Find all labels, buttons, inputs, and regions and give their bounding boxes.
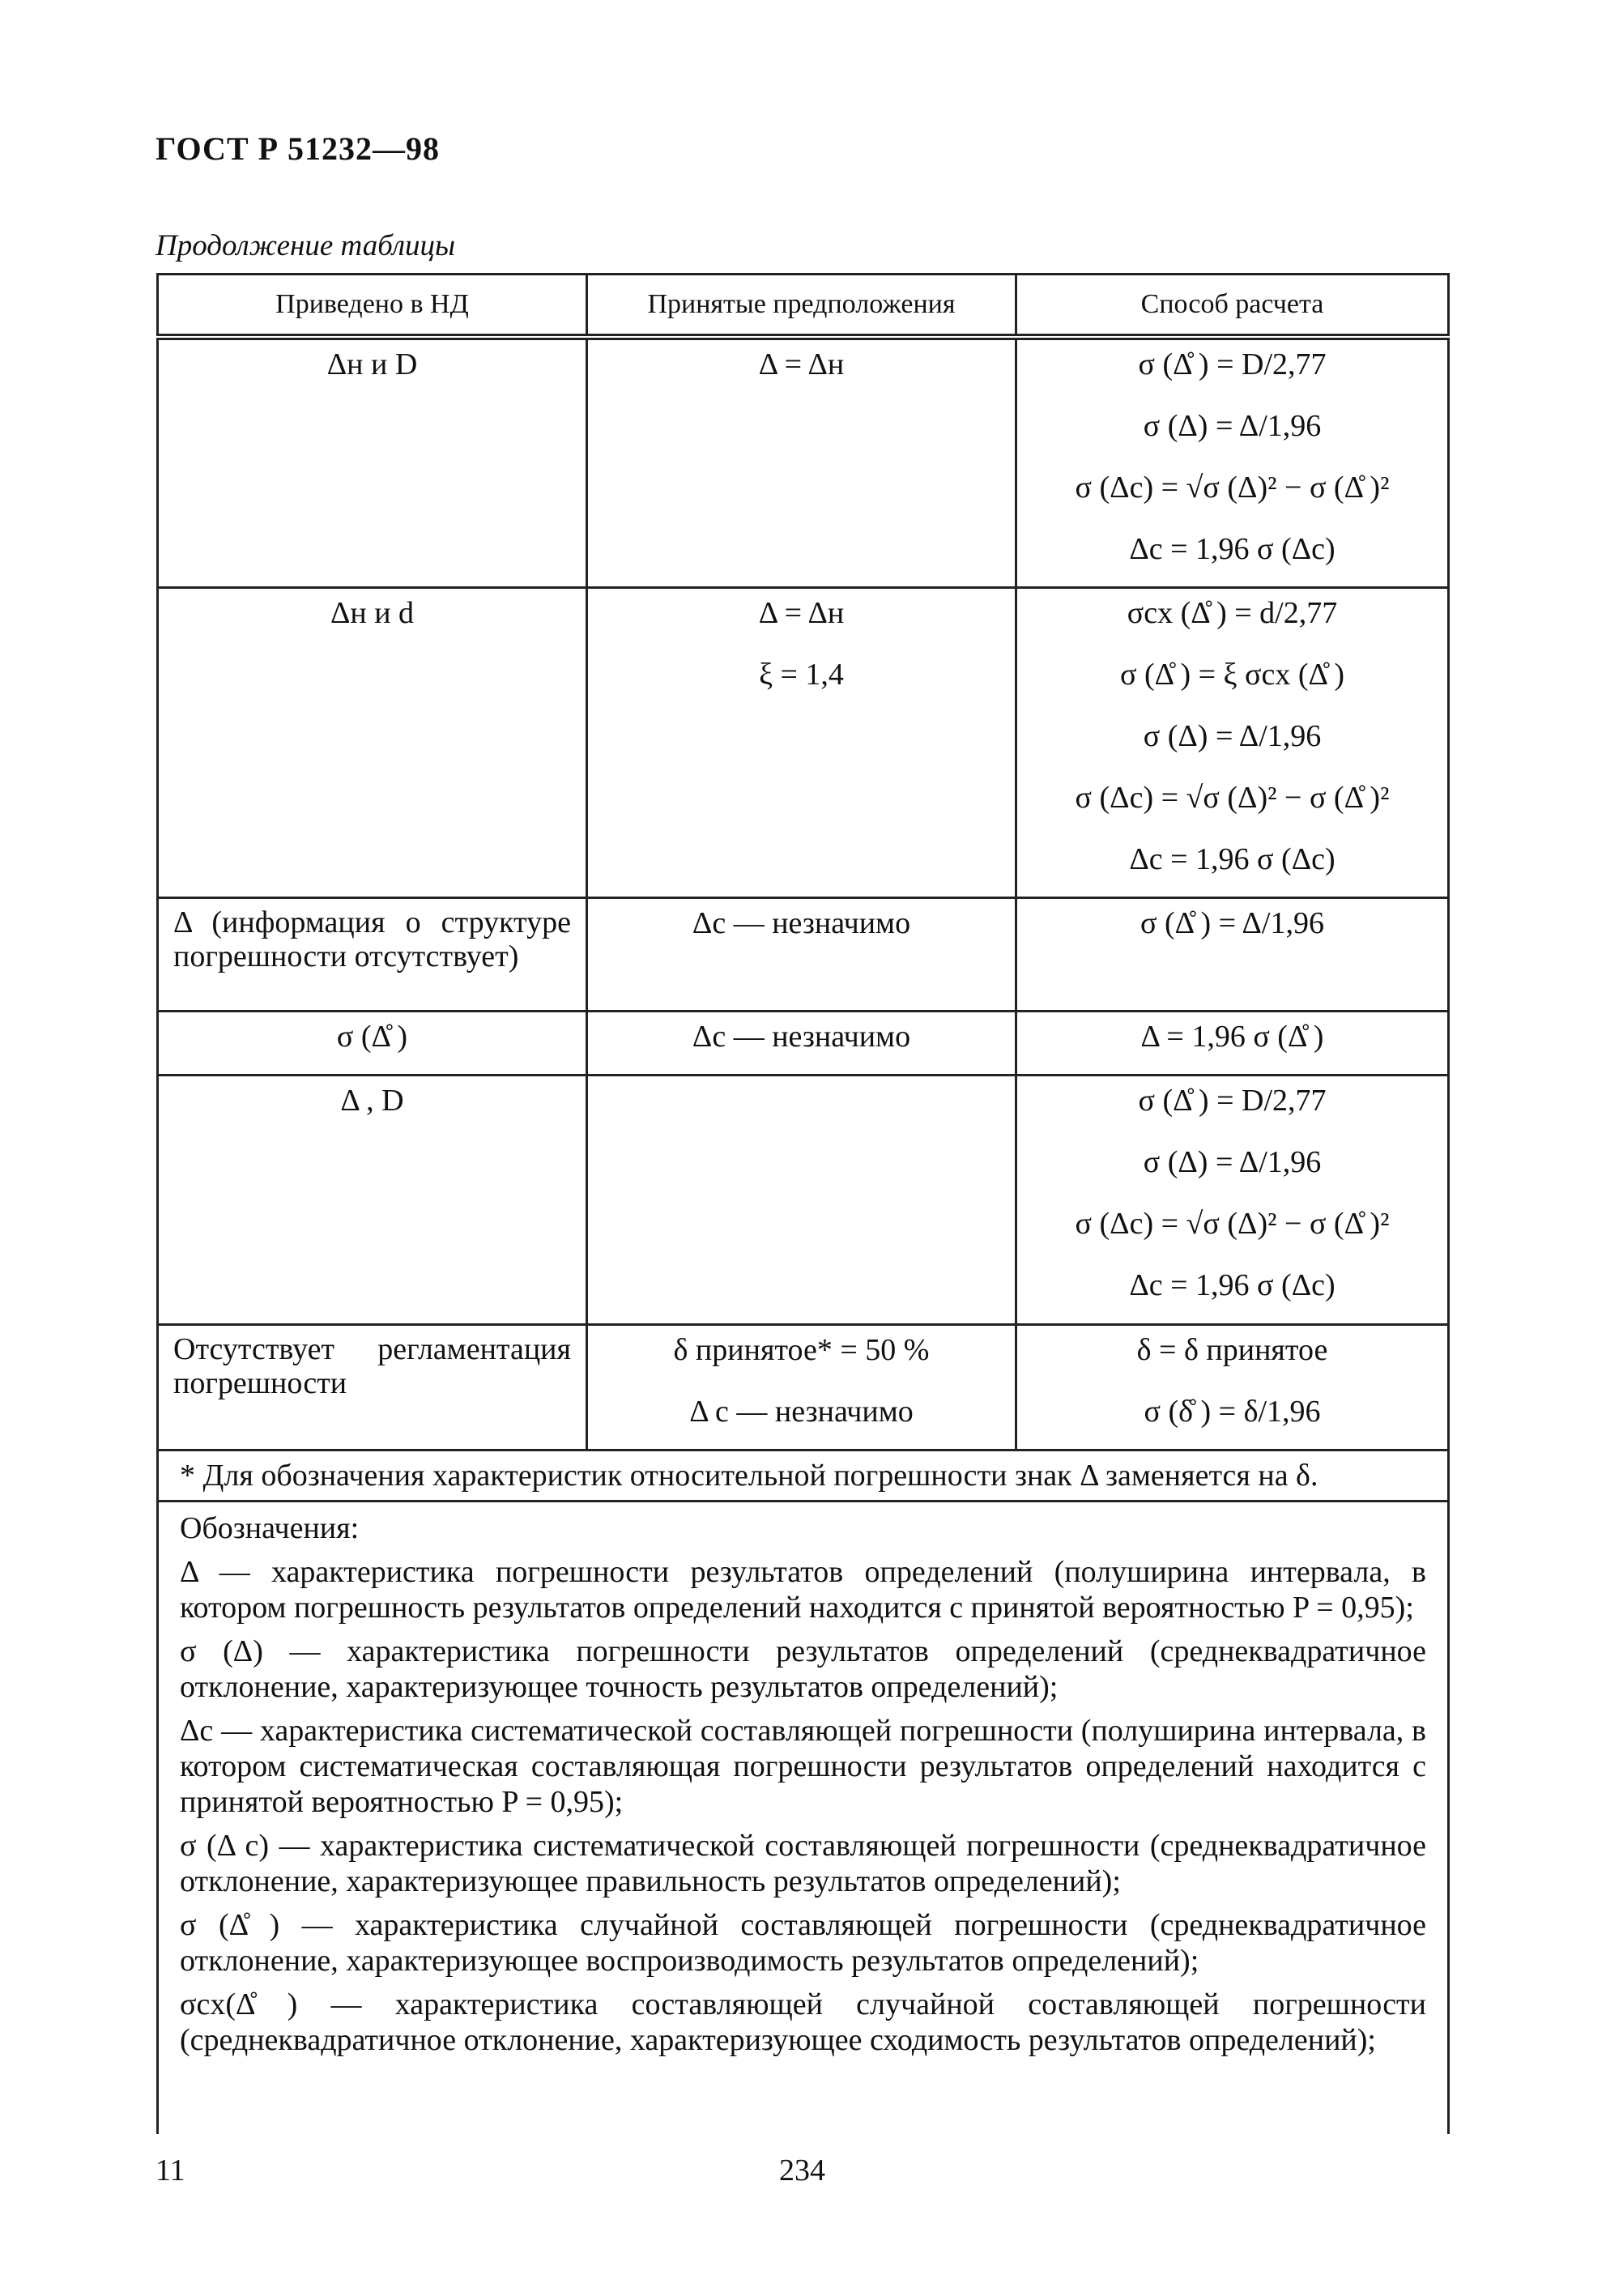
cell-assumptions — [587, 1012, 1016, 1076]
note-item: σcx(Δ̊ ) — характеристика составляющей случайной составляющей погрешности (среднеквадратичное отклонение, характеризующее сходимость результатов определений); — [180, 1987, 1426, 2057]
cell-method — [1016, 588, 1449, 898]
cell-given — [158, 337, 587, 588]
notes-cell — [158, 1502, 1449, 2135]
cell-assumptions — [587, 588, 1016, 898]
table-row — [158, 1076, 1449, 1325]
cell-given — [158, 1076, 587, 1325]
formula: σ (Δ) = Δ/1,96 — [1143, 719, 1322, 753]
table-header-row — [158, 275, 1449, 338]
header-given: Приведено в НД — [158, 275, 587, 338]
formula: Δ = 1,96 σ (Δ̊ ) — [1140, 1020, 1324, 1054]
cell-text: Отсутствует регламентация погрешности — [173, 1332, 571, 1400]
cell-text: Δн и D — [326, 347, 418, 381]
table-row — [158, 337, 1449, 588]
formula: Δc = 1,96 σ (Δc) — [1129, 842, 1335, 876]
cell-text: Δ , D — [340, 1084, 404, 1118]
table-row — [158, 1325, 1449, 1450]
document-code: ГОСТ Р 51232—98 — [155, 130, 441, 167]
formula: σ (Δ̊ ) = Δ/1,96 — [1140, 906, 1324, 940]
cell-method — [1016, 1076, 1449, 1325]
notes-row — [158, 1502, 1449, 2135]
note-item: σ (Δ) — характеристика погрешности результатов определений (среднеквадратичное отклонение, характеризующее точность результатов определений); — [180, 1634, 1426, 1704]
table-continuation-label: Продолжение таблицы — [155, 229, 456, 262]
cell-given — [158, 1325, 587, 1450]
table-row — [158, 898, 1449, 1012]
cell-assumptions — [587, 337, 1016, 588]
table-row — [158, 588, 1449, 898]
cell-given — [158, 588, 587, 898]
formula: δ = δ принятое — [1136, 1333, 1328, 1367]
note-item: Δc — характеристика систематической составляющей погрешности (полуширина интервала, в котором систематическая составляющая погрешности результатов определений находится с принятой вероятностью P = 0,95); — [180, 1714, 1426, 1819]
formula: σ (δ̊ ) = δ/1,96 — [1144, 1395, 1321, 1429]
cell-method — [1016, 1325, 1449, 1450]
cell-text: Δ (информация о структуре погрешности отсутствует) — [173, 905, 571, 973]
formula: σcx (Δ̊ ) = d/2,77 — [1127, 596, 1338, 630]
cell-method — [1016, 898, 1449, 1012]
cell-text: Δc — незначимо — [692, 906, 911, 940]
formula: σ (Δc) = √σ (Δ)² − σ (Δ̊ )² — [1075, 471, 1390, 505]
formula: Δc = 1,96 σ (Δc) — [1129, 532, 1335, 566]
cell-text: Δ = Δн — [758, 596, 845, 630]
formula: σ (Δ̊ ) = ξ σcx (Δ̊ ) — [1119, 658, 1344, 692]
cell-method — [1016, 337, 1449, 588]
cell-given — [158, 1012, 587, 1076]
formula: σ (Δ̊ ) = D/2,77 — [1138, 347, 1327, 381]
cell-assumptions — [587, 1325, 1016, 1450]
header-assumptions: Принятые предположения — [587, 275, 1016, 338]
calculation-table — [156, 273, 1450, 2134]
footnote-row — [158, 1450, 1449, 1502]
table-row — [158, 1012, 1449, 1076]
header-method: Способ расчета — [1016, 275, 1449, 338]
page-number-left: 11 — [155, 2153, 185, 2187]
formula: σ (Δ) = Δ/1,96 — [1143, 1145, 1322, 1179]
cell-method — [1016, 1012, 1449, 1076]
formula: σ (Δ̊ ) = D/2,77 — [1138, 1084, 1327, 1118]
cell-text: σ (Δ̊ ) — [336, 1020, 408, 1054]
cell-assumptions — [587, 1076, 1016, 1325]
formula: Δc = 1,96 σ (Δc) — [1129, 1268, 1335, 1302]
cell-text: Δн и d — [330, 596, 415, 630]
formula: σ (Δ) = Δ/1,96 — [1143, 409, 1322, 443]
notes-title: Обозначения: — [180, 1511, 360, 1545]
cell-assumptions — [587, 898, 1016, 1012]
footnote: * Для обозначения характеристик относительной погрешности знак Δ заменяется на δ. — [158, 1450, 1449, 1502]
note-item: σ (Δ c) — характеристика систематической составляющей погрешности (среднеквадратичное отклонение, характеризующее правильность результатов определений); — [180, 1829, 1426, 1898]
note-item: Δ — характеристика погрешности результатов определений (полуширина интервала, в котором погрешность результатов определений находится с принятой вероятностью P = 0,95); — [180, 1555, 1426, 1625]
formula: σ (Δc) = √σ (Δ)² − σ (Δ̊ )² — [1075, 781, 1390, 815]
cell-text: Δ c — незначимо — [689, 1395, 914, 1429]
cell-text: Δ = Δн — [758, 347, 845, 381]
note-item: σ (Δ̊ ) — характеристика случайной составляющей погрешности (среднеквадратичное отклонение, характеризующее воспроизводимость результатов определений); — [180, 1908, 1426, 1978]
cell-text: Δc — незначимо — [692, 1020, 911, 1054]
cell-given — [158, 898, 587, 1012]
formula: σ (Δc) = √σ (Δ)² − σ (Δ̊ )² — [1075, 1207, 1390, 1241]
cell-text: δ принятое* = 50 % — [673, 1333, 930, 1367]
page-number-center: 234 — [779, 2153, 825, 2187]
cell-text: ξ = 1,4 — [759, 658, 844, 692]
